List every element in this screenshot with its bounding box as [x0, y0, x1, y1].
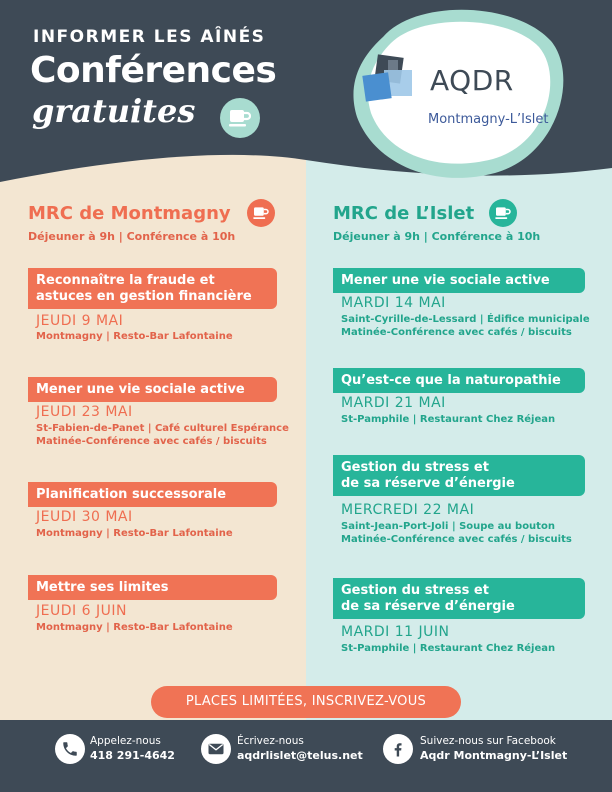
event-topic: [333, 368, 585, 393]
event-location: [36, 330, 233, 343]
envelope-icon: [201, 734, 231, 764]
event-location-line: Montmagny | Resto-Bar Lafontaine: [36, 331, 233, 342]
event-topic: [333, 578, 585, 619]
event-topic-line: Mener une vie sociale active: [36, 382, 245, 397]
event-location-line: Saint-Jean-Port-Joli | Soupe au bouton: [341, 521, 555, 532]
event-topic-line: Gestion du stress et: [341, 583, 489, 598]
event-date: JEUDI 30 MAI: [36, 509, 133, 525]
coffee-cup-icon: [489, 199, 517, 227]
event-topic-line: de sa réserve d’énergie: [341, 476, 515, 491]
event-topic-line: Mettre ses limites: [36, 580, 169, 595]
header-title-script: gratuites: [32, 92, 196, 130]
email-label: Écrivez-nous: [237, 735, 304, 747]
event-date: JEUDI 9 MAI: [36, 313, 124, 329]
event-location-line: Matinée-Conférence avec cafés / biscuits: [341, 327, 572, 338]
event-location: [341, 520, 572, 546]
event-date: MARDI 14 MAI: [341, 295, 446, 311]
event-topic-line: astuces en gestion financière: [36, 289, 252, 304]
logo-name: AQDR: [430, 64, 514, 97]
event-location-line: St-Pamphile | Restaurant Chez Réjean: [341, 643, 556, 654]
event-date: JEUDI 23 MAI: [36, 404, 133, 420]
event-location: [341, 313, 590, 339]
event-location-line: Matinée-Conférence avec cafés / biscuits: [341, 534, 572, 545]
event-location-line: St-Fabien-de-Panet | Café culturel Espérance: [36, 423, 289, 434]
event-date: MARDI 21 MAI: [341, 395, 446, 411]
register-cta-button[interactable]: PLACES LIMITÉES, INSCRIVEZ-VOUS: [151, 686, 461, 718]
right-column-title: MRC de L’Islet: [333, 203, 475, 224]
facebook-icon: [383, 734, 413, 764]
event-location: [36, 422, 289, 448]
event-location: [36, 621, 233, 634]
event-location-line: Montmagny | Resto-Bar Lafontaine: [36, 528, 233, 539]
event-date: MARDI 11 JUIN: [341, 624, 450, 640]
phone-icon: [55, 734, 85, 764]
event-location-line: St-Pamphile | Restaurant Chez Réjean: [341, 414, 556, 425]
event-location: [341, 642, 555, 655]
event-topic: [28, 377, 277, 402]
event-topic-line: Planification successorale: [36, 487, 227, 502]
right-schedule: Déjeuner à 9h | Conférence à 10h: [333, 230, 541, 243]
event-topic-line: Qu’est-ce que la naturopathie: [341, 373, 561, 388]
event-topic-line: Mener une vie sociale active: [341, 273, 550, 288]
event-topic: [28, 575, 277, 600]
coffee-cup-icon: [247, 199, 275, 227]
logo-region: Montmagny-L’Islet: [428, 112, 549, 127]
header-subtitle: INFORMER LES AÎNÉS: [33, 27, 266, 47]
event-date: JEUDI 6 JUIN: [36, 603, 127, 619]
email-address[interactable]: aqdrlislet@telus.net: [237, 749, 363, 762]
event-topic-line: de sa réserve d’énergie: [341, 599, 515, 614]
header-title: Conférences: [30, 50, 277, 91]
event-location-line: Saint-Cyrille-de-Lessard | Édifice municipale: [341, 314, 590, 325]
event-topic: [333, 455, 585, 496]
event-topic: [333, 268, 585, 293]
event-topic-line: Gestion du stress et: [341, 460, 489, 475]
event-topic: [28, 268, 277, 309]
facebook-label: Suivez-nous sur Facebook: [420, 735, 556, 747]
event-location-line: Matinée-Conférence avec cafés / biscuits: [36, 436, 267, 447]
event-location: [341, 413, 555, 426]
event-location: [36, 527, 233, 540]
phone-label: Appelez-nous: [90, 735, 161, 747]
event-date: MERCREDI 22 MAI: [341, 502, 475, 518]
left-schedule: Déjeuner à 9h | Conférence à 10h: [28, 230, 236, 243]
facebook-page[interactable]: Aqdr Montmagny-L’Islet: [420, 749, 568, 762]
left-column-title: MRC de Montmagny: [28, 203, 231, 224]
event-topic: [28, 482, 277, 507]
event-location-line: Montmagny | Resto-Bar Lafontaine: [36, 622, 233, 633]
phone-number[interactable]: 418 291-4642: [90, 749, 175, 762]
event-topic-line: Reconnaître la fraude et: [36, 273, 215, 288]
aqdr-logo-mark: [358, 52, 420, 112]
